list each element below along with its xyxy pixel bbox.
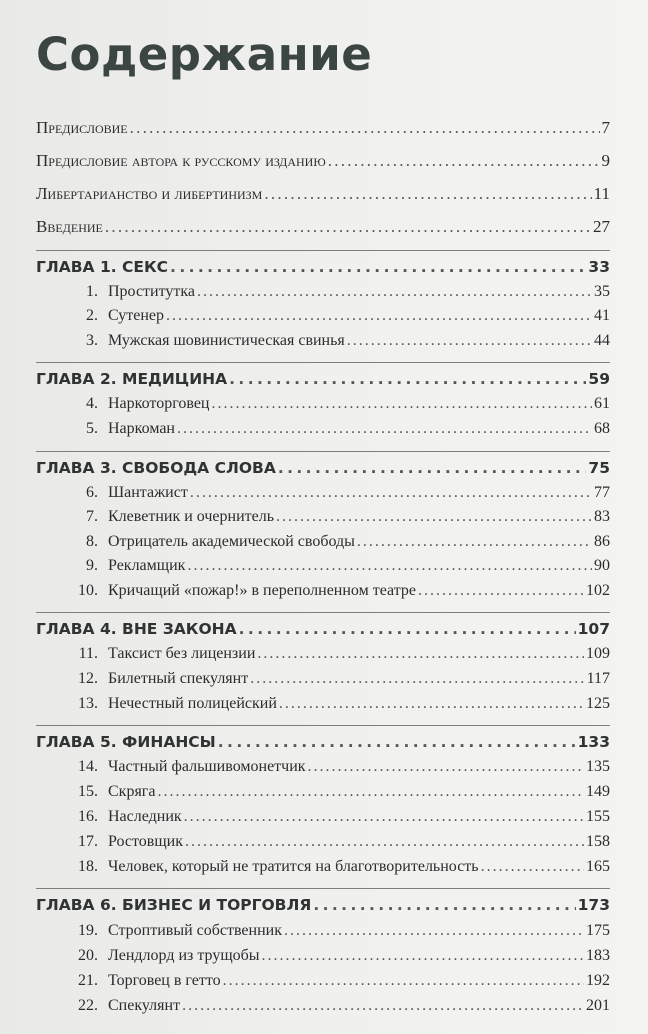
toc-item[interactable] bbox=[62, 856, 610, 878]
dot-leader bbox=[276, 506, 592, 528]
dot-leader bbox=[418, 580, 584, 602]
item-page: 117 bbox=[586, 670, 610, 687]
item-page: 175 bbox=[586, 922, 610, 939]
item-page: 155 bbox=[586, 808, 610, 825]
toc-item[interactable] bbox=[62, 531, 610, 553]
item-label: Лендлорд из трущобы bbox=[108, 947, 260, 964]
item-page: 109 bbox=[586, 645, 610, 662]
item-page: 192 bbox=[586, 972, 610, 989]
item-label: Ростовщик bbox=[108, 833, 183, 850]
dot-leader bbox=[187, 555, 592, 577]
item-number: 19. bbox=[78, 922, 98, 939]
dot-leader bbox=[347, 330, 592, 352]
item-page: 102 bbox=[586, 582, 610, 599]
toc-item[interactable] bbox=[62, 995, 610, 1017]
section-divider bbox=[36, 362, 610, 363]
toc-chapter[interactable] bbox=[36, 731, 610, 753]
item-label: Частный фальшивомонетчик bbox=[108, 758, 306, 775]
item-page: 149 bbox=[586, 783, 610, 800]
section-divider bbox=[36, 451, 610, 452]
item-page: 68 bbox=[594, 420, 610, 437]
item-number: 2. bbox=[86, 307, 98, 324]
dot-leader bbox=[264, 183, 591, 205]
toc-item[interactable] bbox=[62, 281, 610, 303]
toc-entry[interactable] bbox=[36, 216, 610, 238]
item-page: 83 bbox=[594, 508, 610, 525]
toc-item[interactable] bbox=[62, 305, 610, 327]
toc-entry-page: 27 bbox=[593, 217, 610, 236]
toc-item[interactable] bbox=[62, 580, 610, 602]
dot-leader bbox=[197, 281, 592, 303]
chapter-label: ГЛАВА 3. СВОБОДА СЛОВА bbox=[36, 459, 276, 477]
dot-leader bbox=[239, 618, 576, 640]
item-label: Мужская шовинистическая свинья bbox=[108, 332, 345, 349]
item-page: 86 bbox=[594, 533, 610, 550]
item-page: 77 bbox=[594, 484, 610, 501]
dot-leader bbox=[170, 256, 586, 278]
chapter-page: 107 bbox=[577, 620, 610, 638]
item-number: 15. bbox=[78, 783, 98, 800]
toc-entry[interactable] bbox=[36, 183, 610, 205]
toc-chapter[interactable] bbox=[36, 368, 610, 390]
dot-leader bbox=[257, 643, 584, 665]
dot-leader bbox=[481, 856, 584, 878]
item-label: Клеветник и очернитель bbox=[108, 508, 275, 525]
item-page: 183 bbox=[586, 947, 610, 964]
item-number: 21. bbox=[78, 972, 98, 989]
section-divider bbox=[36, 888, 610, 889]
chapter-page: 33 bbox=[588, 258, 610, 276]
dot-leader bbox=[157, 781, 584, 803]
item-label: Отрицатель академической свободы bbox=[108, 533, 355, 550]
item-number: 22. bbox=[78, 997, 98, 1014]
toc-entry-page: 7 bbox=[601, 118, 610, 137]
toc-item[interactable] bbox=[62, 668, 610, 690]
dot-leader bbox=[130, 117, 600, 139]
item-number: 5. bbox=[86, 420, 98, 437]
chapter-label: ГЛАВА 6. БИЗНЕС И ТОРГОВЛЯ bbox=[36, 896, 312, 914]
toc-entry-label: Введение bbox=[36, 217, 103, 236]
item-label: Кричащий «пожар!» в переполненном театре bbox=[108, 582, 417, 599]
toc-entry-label: Предисловие автора к русскому изданию bbox=[36, 151, 326, 170]
item-number: 8. bbox=[86, 533, 98, 550]
toc-chapter[interactable] bbox=[36, 256, 610, 278]
dot-leader bbox=[313, 894, 575, 916]
dot-leader bbox=[211, 393, 592, 415]
dot-leader bbox=[177, 418, 592, 440]
item-number: 17. bbox=[78, 833, 98, 850]
toc-item[interactable] bbox=[62, 781, 610, 803]
chapter-page: 173 bbox=[577, 896, 610, 914]
item-page: 41 bbox=[594, 307, 610, 324]
item-number: 10. bbox=[78, 582, 98, 599]
chapter-page: 133 bbox=[577, 733, 610, 751]
page-title: Содержание bbox=[36, 28, 373, 81]
toc-entry[interactable] bbox=[36, 117, 610, 139]
dot-leader bbox=[185, 831, 584, 853]
item-page: 44 bbox=[594, 332, 610, 349]
item-label: Скряга bbox=[108, 783, 156, 800]
section-divider bbox=[36, 612, 610, 613]
item-number: 18. bbox=[78, 858, 98, 875]
dot-leader bbox=[250, 668, 584, 690]
toc-item[interactable] bbox=[62, 970, 610, 992]
dot-leader bbox=[184, 806, 584, 828]
chapter-label: ГЛАВА 4. ВНЕ ЗАКОНА bbox=[36, 620, 237, 638]
item-label: Торговец в гетто bbox=[108, 972, 221, 989]
dot-leader bbox=[278, 457, 587, 479]
toc-item[interactable] bbox=[62, 756, 610, 778]
dot-leader bbox=[357, 531, 592, 553]
item-number: 4. bbox=[86, 395, 98, 412]
toc-item[interactable] bbox=[62, 643, 610, 665]
toc-item[interactable] bbox=[62, 806, 610, 828]
section-divider bbox=[36, 725, 610, 726]
item-page: 158 bbox=[586, 833, 610, 850]
dot-leader bbox=[328, 150, 600, 172]
dot-leader bbox=[262, 945, 584, 967]
item-page: 201 bbox=[586, 997, 610, 1014]
item-number: 13. bbox=[78, 695, 98, 712]
item-label: Шантажист bbox=[108, 484, 188, 501]
dot-leader bbox=[284, 920, 584, 942]
chapter-page: 59 bbox=[588, 370, 610, 388]
item-label: Проститутка bbox=[108, 283, 196, 300]
toc-entry-label: Либертарианство и либертинизм bbox=[36, 184, 263, 203]
dot-leader bbox=[190, 482, 592, 504]
dot-leader bbox=[182, 995, 584, 1017]
item-page: 90 bbox=[594, 557, 610, 574]
item-number: 11. bbox=[78, 645, 98, 662]
item-number: 12. bbox=[78, 670, 98, 687]
toc-item[interactable] bbox=[62, 482, 610, 504]
toc-item[interactable] bbox=[62, 555, 610, 577]
item-label: Наследник bbox=[108, 808, 182, 825]
section-divider bbox=[36, 250, 610, 251]
toc-item[interactable] bbox=[62, 506, 610, 528]
item-number: 9. bbox=[86, 557, 98, 574]
item-number: 16. bbox=[78, 808, 98, 825]
toc-entry[interactable] bbox=[36, 150, 610, 172]
toc-item[interactable] bbox=[62, 393, 610, 415]
item-label: Рекламщик bbox=[108, 557, 186, 574]
toc-chapter[interactable] bbox=[36, 457, 610, 479]
item-label: Человек, который не тратится на благотворительность bbox=[108, 858, 479, 875]
dot-leader bbox=[308, 756, 584, 778]
dot-leader bbox=[166, 305, 592, 327]
item-number: 1. bbox=[86, 283, 98, 300]
dot-leader bbox=[105, 216, 591, 238]
toc-item[interactable] bbox=[62, 330, 610, 352]
dot-leader bbox=[229, 368, 586, 390]
item-number: 6. bbox=[86, 484, 98, 501]
toc-entry-page: 9 bbox=[601, 151, 610, 170]
toc-item[interactable] bbox=[62, 945, 610, 967]
toc-item[interactable] bbox=[62, 831, 610, 853]
dot-leader bbox=[223, 970, 584, 992]
chapter-label: ГЛАВА 1. СЕКС bbox=[36, 258, 169, 276]
item-number: 14. bbox=[78, 758, 98, 775]
toc-entry-label: Предисловие bbox=[36, 118, 128, 137]
toc-item[interactable] bbox=[62, 920, 610, 942]
item-number: 20. bbox=[78, 947, 98, 964]
item-label: Строптивый собственник bbox=[108, 922, 282, 939]
item-label: Наркоторговец bbox=[108, 395, 210, 412]
dot-leader bbox=[218, 731, 576, 753]
item-label: Спекулянт bbox=[108, 997, 181, 1014]
item-label: Нечестный полицейский bbox=[108, 695, 277, 712]
toc-entry-page: 11 bbox=[593, 184, 610, 203]
item-page: 165 bbox=[586, 858, 610, 875]
item-number: 7. bbox=[86, 508, 98, 525]
chapter-label: ГЛАВА 2. МЕДИЦИНА bbox=[36, 370, 228, 388]
chapter-label: ГЛАВА 5. ФИНАНСЫ bbox=[36, 733, 216, 751]
toc-chapter[interactable] bbox=[36, 894, 610, 916]
item-page: 135 bbox=[586, 758, 610, 775]
item-page: 35 bbox=[594, 283, 610, 300]
item-page: 125 bbox=[586, 695, 610, 712]
dot-leader bbox=[279, 693, 584, 715]
chapter-page: 75 bbox=[588, 459, 610, 477]
toc-item[interactable] bbox=[62, 693, 610, 715]
item-number: 3. bbox=[86, 332, 98, 349]
item-label: Сутенер bbox=[108, 307, 165, 324]
item-page: 61 bbox=[594, 395, 610, 412]
item-label: Наркоман bbox=[108, 420, 175, 437]
toc-item[interactable] bbox=[62, 418, 610, 440]
toc-chapter[interactable] bbox=[36, 618, 610, 640]
item-label: Таксист без лицензии bbox=[108, 645, 256, 662]
item-label: Билетный спекулянт bbox=[108, 670, 249, 687]
